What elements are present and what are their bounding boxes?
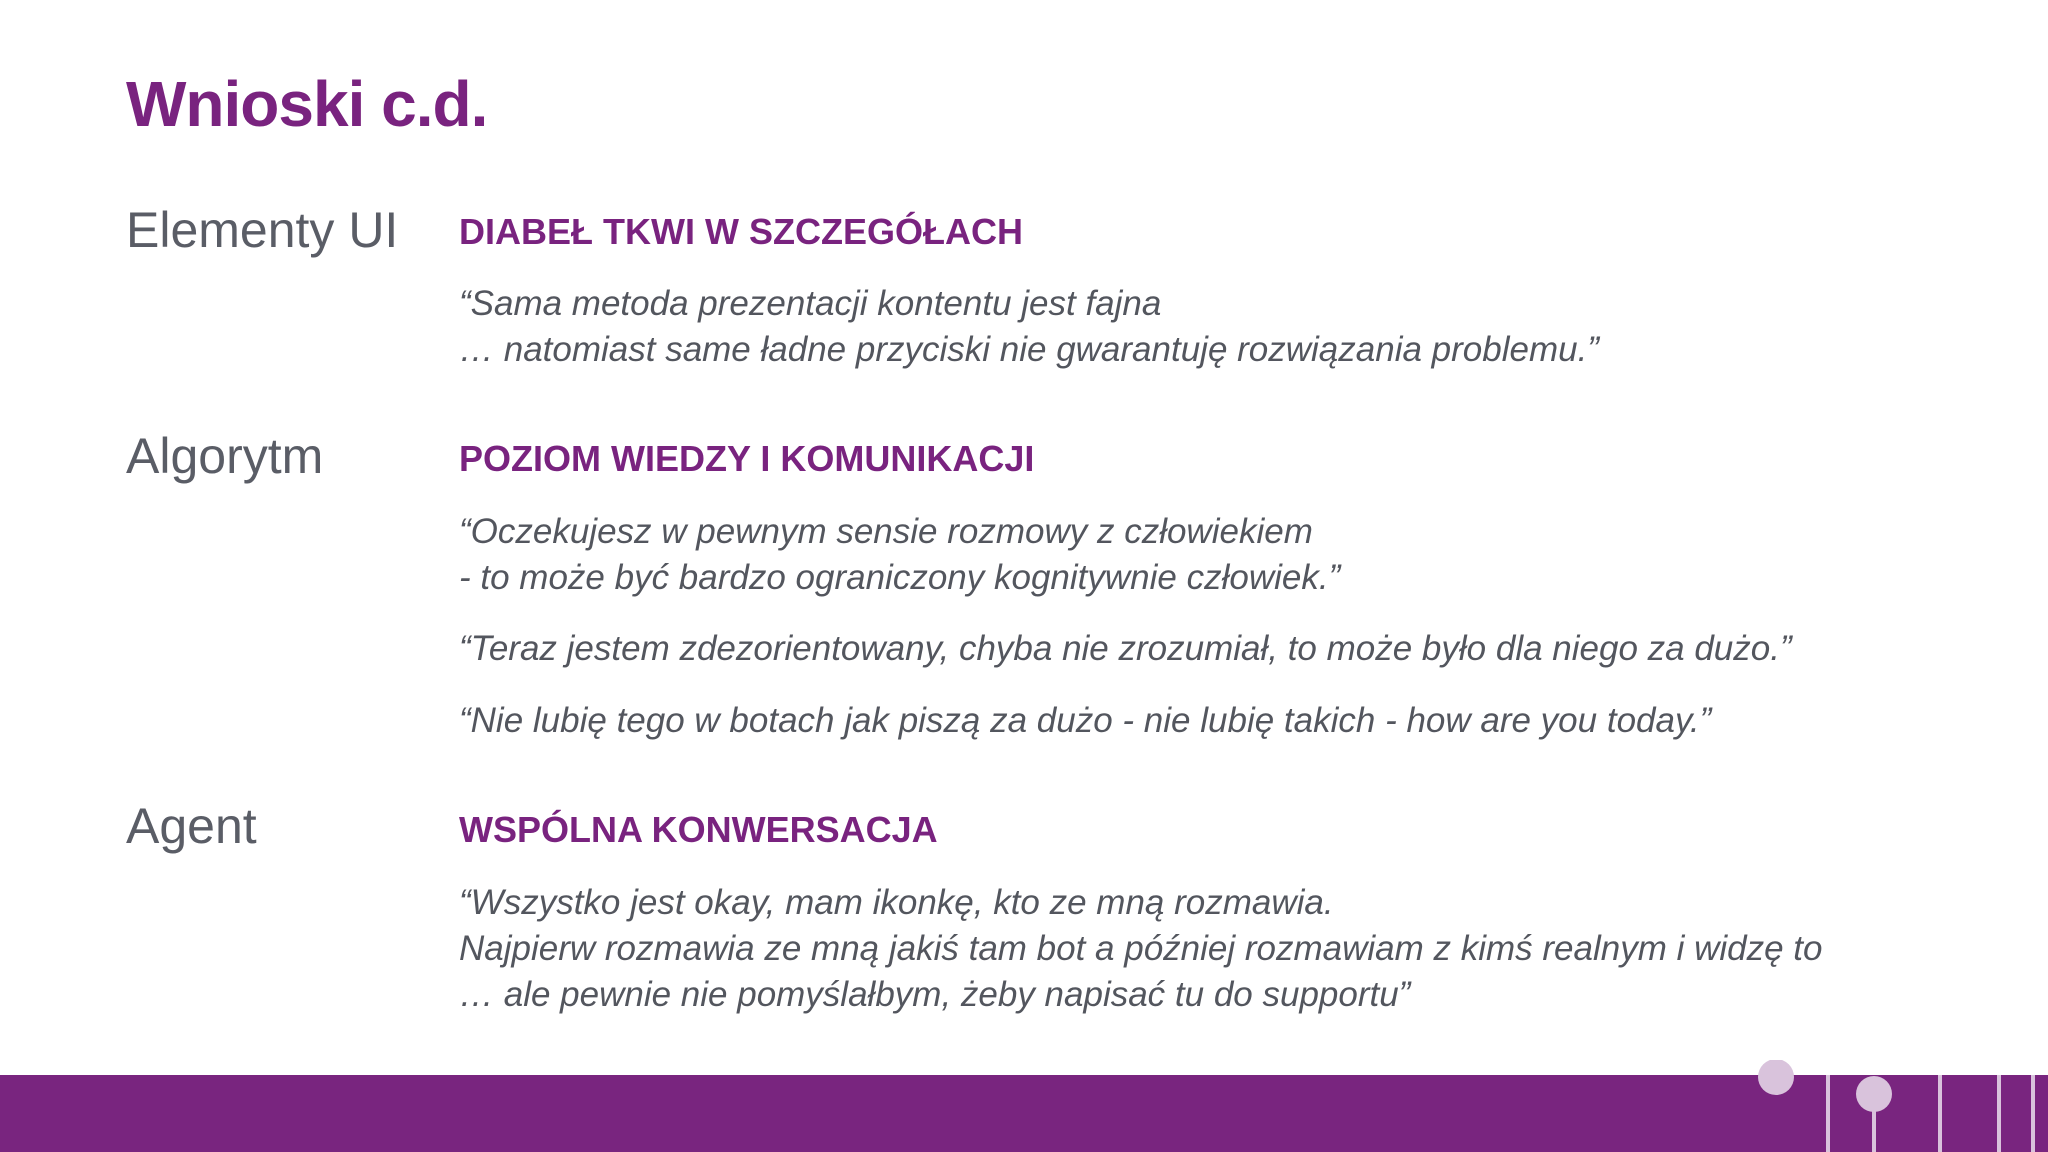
deco-circle: [1856, 1076, 1892, 1112]
quote-algorytm-2: [459, 626, 1792, 672]
quote-line: Najpierw rozmawia ze mną jakiś tam bot a później rozmawiam z kimś realnym i widzę to: [459, 929, 1823, 968]
deco-circle: [1758, 1060, 1794, 1095]
quote-elementy-ui-1: [459, 281, 1599, 373]
section-label-agent: Agent: [126, 798, 257, 854]
quote-line: “Wszystko jest okay, mam ikonkę, kto ze mną rozmawia.: [459, 883, 1334, 922]
quote-line: “Teraz jestem zdezorientowany, chyba nie zrozumiał, to może było dla niego za dużo.”: [459, 629, 1792, 668]
quote-line: “Sama metoda prezentacji kontentu jest fajna: [459, 284, 1162, 323]
slide-title: Wnioski c.d.: [126, 68, 488, 140]
quote-line: “Oczekujesz w pewnym sensie rozmowy z człowiekiem: [459, 512, 1313, 551]
quote-algorytm-1: [459, 509, 1340, 601]
section-label-algorytm: Algorytm: [126, 428, 324, 484]
quote-line: - to może być bardzo ograniczony kognitywnie człowiek.”: [459, 558, 1341, 597]
quote-line: “Nie lubię tego w botach jak piszą za dużo - nie lubię takich - how are you today.”: [459, 701, 1712, 740]
section-heading-poziom-wiedzy: POZIOM WIEDZY I KOMUNIKACJI: [459, 438, 1035, 479]
section-label-elementy-ui: Elementy UI: [126, 202, 399, 258]
quote-line: … ale pewnie nie pomyślałbym, żeby napisać tu do supportu”: [459, 975, 1411, 1014]
section-heading-diabel: DIABEŁ TKWI W SZCZEGÓŁACH: [459, 211, 1023, 252]
footer-decoration-icon: [1740, 1060, 2048, 1152]
quote-agent-1: [459, 880, 1823, 1018]
quote-line: … natomiast same ładne przyciski nie gwarantuję rozwiązania problemu.”: [459, 330, 1599, 369]
quote-algorytm-3: [459, 698, 1711, 744]
section-heading-wspolna-konwersacja: WSPÓLNA KONWERSACJA: [459, 809, 938, 850]
